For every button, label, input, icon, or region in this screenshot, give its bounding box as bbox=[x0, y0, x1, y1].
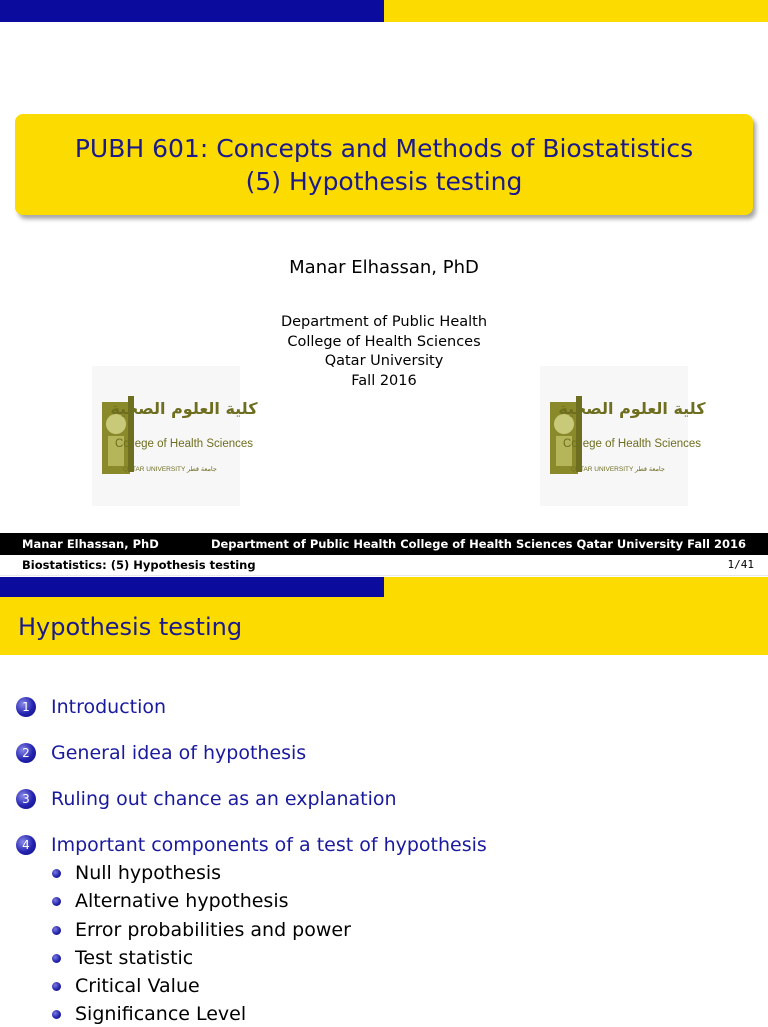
author: Manar Elhassan, PhD bbox=[289, 257, 479, 278]
header-bar-blue bbox=[0, 577, 384, 597]
footer-bar bbox=[0, 533, 768, 555]
toc-item[interactable] bbox=[16, 694, 166, 720]
subitem-label[interactable]: Error probabilities and power bbox=[75, 919, 351, 941]
header-bar-yellow bbox=[384, 0, 768, 22]
footer-institute: Department of Public Health College of Health Sciences Qatar University Fall 2016 bbox=[210, 537, 746, 551]
toc-subitem[interactable] bbox=[52, 1001, 246, 1027]
bullet-icon bbox=[52, 869, 61, 878]
header-bar-yellow bbox=[384, 577, 768, 597]
toc-subitem[interactable] bbox=[52, 973, 200, 999]
institute-line: Department of Public Health bbox=[280, 314, 488, 330]
title-line-1: PUBH 601: Concepts and Methods of Biostatistics bbox=[74, 133, 694, 163]
subitem-label[interactable]: Null hypothesis bbox=[75, 862, 222, 884]
college-logo-right bbox=[540, 366, 706, 506]
bullet-icon bbox=[52, 897, 61, 906]
college-logo-left bbox=[92, 366, 258, 506]
bullet-icon bbox=[52, 982, 61, 991]
toc-label[interactable]: Important components of a test of hypothesis bbox=[51, 834, 487, 856]
toc-label[interactable]: General idea of hypothesis bbox=[51, 742, 307, 764]
toc-subitem[interactable] bbox=[52, 945, 193, 971]
title-line-2: (5) Hypothesis testing bbox=[245, 166, 523, 196]
footer-author: Manar Elhassan, PhD bbox=[22, 537, 159, 551]
svg-text:College of Health Sciences: College of Health Sciences bbox=[562, 438, 702, 450]
toc-subitem[interactable] bbox=[52, 917, 351, 943]
number-ball-icon: 1 bbox=[16, 697, 36, 717]
svg-text:كلية العلوم الصحية: كلية العلوم الصحية bbox=[110, 399, 258, 418]
number-ball-icon: 4 bbox=[16, 835, 36, 855]
institute-line: College of Health Sciences bbox=[287, 333, 481, 350]
bullet-icon bbox=[52, 926, 61, 935]
subitem-label[interactable]: Critical Value bbox=[75, 975, 200, 997]
toc-label[interactable]: Introduction bbox=[51, 696, 167, 718]
svg-text:كلية العلوم الصحية: كلية العلوم الصحية bbox=[558, 399, 706, 418]
toc-subitem[interactable] bbox=[52, 888, 289, 914]
frame-title: Hypothesis testing bbox=[18, 613, 243, 641]
footer-short-title: Biostatistics: (5) Hypothesis testing bbox=[22, 558, 256, 572]
title-box bbox=[15, 114, 753, 215]
header-bar-blue bbox=[0, 0, 384, 22]
toc-label[interactable]: Ruling out chance as an explanation bbox=[51, 788, 397, 810]
institute-line: Qatar University bbox=[324, 353, 444, 369]
footer-title-bar bbox=[0, 555, 768, 576]
frame-title-bar bbox=[0, 597, 768, 655]
subitem-label[interactable]: Significance Level bbox=[75, 1003, 247, 1025]
subitem-label[interactable]: Alternative hypothesis bbox=[75, 890, 289, 912]
page-number: 1/41 bbox=[727, 558, 754, 571]
toc-item[interactable] bbox=[16, 832, 487, 858]
toc-item[interactable] bbox=[16, 786, 397, 812]
number-ball-icon: 3 bbox=[16, 789, 36, 809]
subitem-label[interactable]: Test statistic bbox=[75, 947, 194, 969]
toc-item[interactable] bbox=[16, 740, 306, 766]
svg-text:QATAR UNIVERSITY جامعة قطر: QATAR UNIVERSITY جامعة قطر bbox=[571, 466, 665, 473]
bullet-icon bbox=[52, 954, 61, 963]
svg-text:QATAR UNIVERSITY جامعة قطر: QATAR UNIVERSITY جامعة قطر bbox=[123, 466, 217, 473]
bullet-icon bbox=[52, 1010, 61, 1019]
svg-text:College of Health Sciences: College of Health Sciences bbox=[114, 438, 254, 450]
institute-line: Fall 2016 bbox=[351, 372, 417, 389]
number-ball-icon: 2 bbox=[16, 743, 36, 763]
toc-subitem[interactable] bbox=[52, 860, 221, 886]
